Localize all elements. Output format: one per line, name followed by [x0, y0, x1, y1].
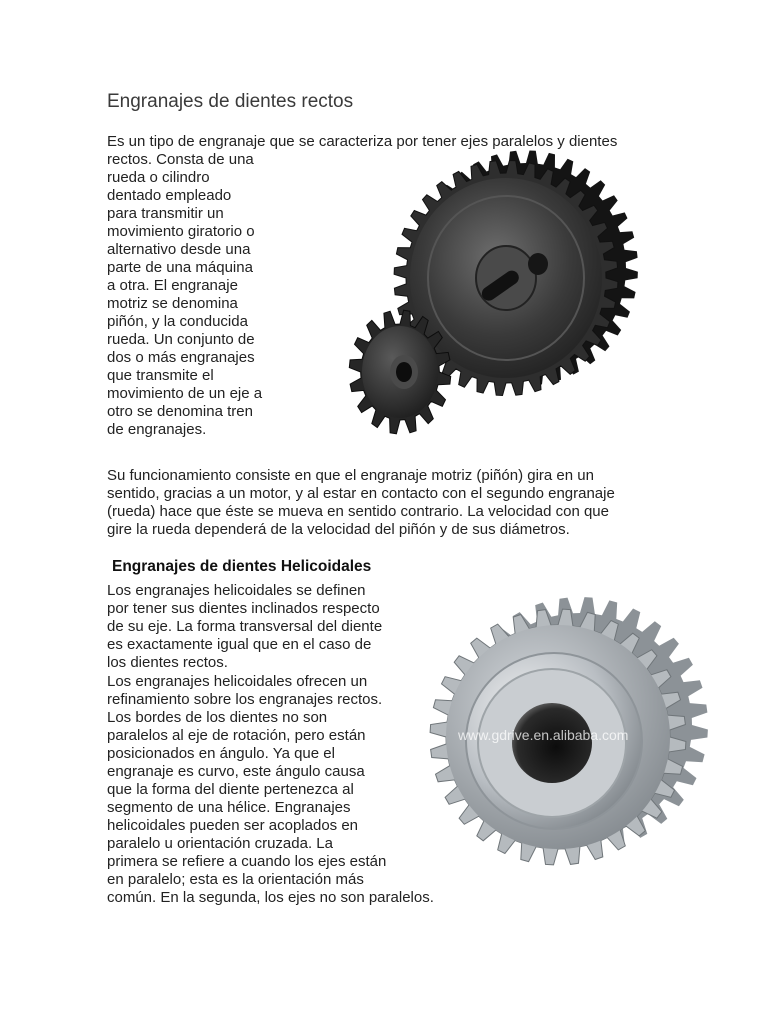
- text-line: paralelo u orientación cruzada. La: [107, 835, 333, 852]
- text-line: sentido, gracias a un motor, y al estar en contacto con el segundo engranaje: [107, 485, 615, 502]
- text-line: de su eje. La forma transversal del diente: [107, 618, 383, 635]
- text-line: (rueda) hace que éste se mueva en sentido contrario. La velocidad con que: [107, 503, 609, 520]
- text-line: refinamiento sobre los engranajes rectos.: [107, 691, 383, 708]
- text-line: dos o más engranajes: [107, 349, 255, 366]
- text-line: rueda. Un conjunto de: [107, 331, 255, 348]
- text-line: Su funcionamiento consiste en que el engranaje motriz (piñón) gira en un: [107, 467, 594, 484]
- text-line: posicionados en ángulo. Ya que el: [107, 745, 335, 762]
- text-line: rueda o cilindro: [107, 169, 210, 186]
- text-line: a otra. El engranaje: [107, 277, 238, 294]
- text-line: que transmite el: [107, 367, 214, 384]
- text-line: piñón, y la conducida: [107, 313, 248, 330]
- text-line: paralelos al eje de rotación, pero están: [107, 727, 366, 744]
- spur-gears-icon: [300, 150, 650, 425]
- text-line: por tener sus dientes inclinados respecto: [107, 600, 380, 617]
- text-line: Los engranajes helicoidales se definen: [107, 582, 366, 599]
- text-line: engranaje es curvo, este ángulo causa: [107, 763, 365, 780]
- watermark-text: www.gdrive.en.alibaba.com: [458, 727, 629, 743]
- helical-gear-icon: [410, 585, 725, 885]
- text-line: helicoidales pueden ser acoplados en: [107, 817, 359, 834]
- text-line: gire la rueda dependerá de la velocidad del piñón y de sus diámetros.: [107, 521, 570, 538]
- text-line: motriz se denomina: [107, 295, 238, 312]
- text-line: Los engranajes helicoidales ofrecen un: [107, 673, 368, 690]
- text-line: rectos. Consta de una: [107, 151, 254, 168]
- text-line: dentado empleado: [107, 187, 232, 204]
- section-title-helical: Engranajes de dientes Helicoidales: [112, 558, 372, 575]
- text-line: para transmitir un: [107, 205, 224, 222]
- text-line: otro se denomina tren: [107, 403, 253, 420]
- text-line: es exactamente igual que en el caso de: [107, 636, 372, 653]
- text-line: movimiento de un eje a: [107, 385, 263, 402]
- text-line: en paralelo; esta es la orientación más: [107, 871, 364, 888]
- text-line: de engranajes.: [107, 421, 207, 438]
- text-line: parte de una máquina: [107, 259, 253, 276]
- text-line: común. En la segunda, los ejes no son paralelos.: [107, 889, 434, 906]
- text-line: primera se refiere a cuando los ejes están: [107, 853, 387, 870]
- section-title-spur: Engranajes de dientes rectos: [107, 91, 354, 112]
- text-line: alternativo desde una: [107, 241, 251, 258]
- text-line: los dientes rectos.: [107, 654, 228, 671]
- text-line: que la forma del diente pertenezca al: [107, 781, 354, 798]
- text-line: movimiento giratorio o: [107, 223, 255, 240]
- text-line: Es un tipo de engranaje que se caracteriza por tener ejes paralelos y dientes: [107, 133, 618, 150]
- text-line: Los bordes de los dientes no son: [107, 709, 328, 726]
- text-line: segmento de una hélice. Engranajes: [107, 799, 351, 816]
